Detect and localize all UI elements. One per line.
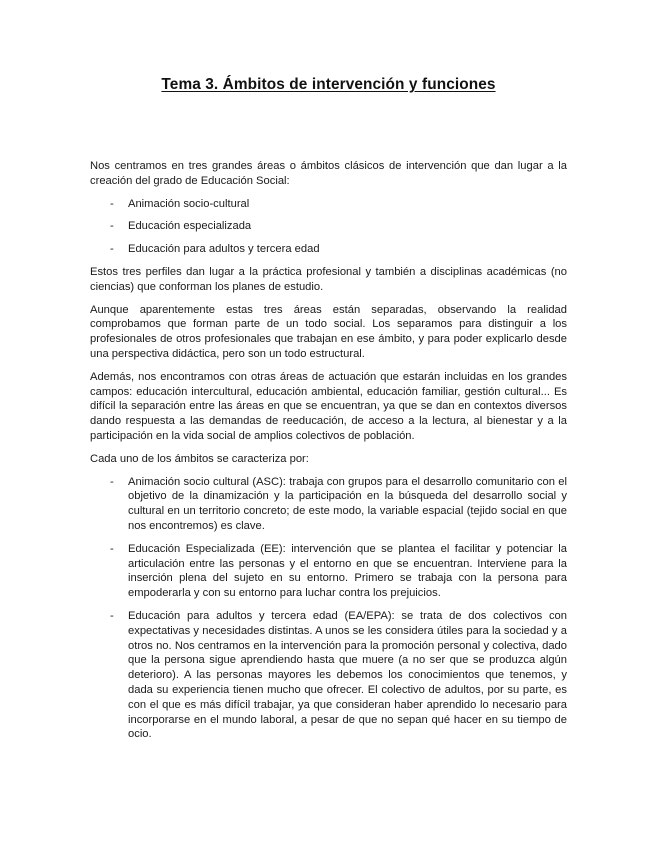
dash-marker: - (110, 197, 114, 210)
intro-paragraph: Nos centramos en tres grandes áreas o ámbitos clásicos de intervención que dan lugar a la creación del grado de Educación Social: (90, 160, 567, 187)
dash-marker: - (110, 609, 114, 622)
document-body (90, 159, 567, 742)
characteristics-list (90, 475, 567, 743)
dash-marker: - (110, 220, 114, 233)
body-paragraph: Estos tres perfiles dan lugar a la práctica profesional y también a disciplinas académicas (no ciencias) que conforman los planes de estudio. (90, 265, 567, 293)
list-item (90, 242, 567, 257)
list-item (90, 475, 567, 534)
page-title: Tema 3. Ámbitos de intervención y funciones (161, 76, 496, 93)
dash-marker: - (110, 542, 114, 555)
dash-marker: - (110, 475, 114, 488)
list-item (90, 609, 567, 742)
list-item-text: Animación socio-cultural (128, 197, 250, 210)
list-item (90, 219, 567, 234)
list-item-text: Educación para adultos y tercera edad (EA/EPA): se trata de dos colectivos con expectativas y necesidades distintas. A unos se les considera útiles para la sociedad y a otros no. Nos centramos en la intervención para la promoción personal y colectiva, dado que la persona sigue aprendiendo hasta que muere (a no ser que se produzca algún deterioro). A las personas mayores les debemos los conocimientos que tenemos, y dada su experiencia tienen mucho que ofrecer. El colectivo de adultos, por su parte, es con el que es más difícil trabajar, ya que consideran haber aprendido lo necesario para incorporarse en el mundo laboral, a pesar de que no sepan qué hacer en su tiempo de ocio. (128, 609, 567, 741)
areas-list (90, 197, 567, 257)
body-paragraph: Además, nos encontramos con otras áreas de actuación que estarán incluidas en los grandes campos: educación intercultural, educación ambiental, educación familiar, gestión cultural... Es difícil la separación entre las áreas en que se encuentran, ya que se dan en contextos diversos dando respuesta a las demandas de reeducación, de acceso a la lectura, al bienestar y a la participación en la vida social de amplios colectivos de población. (90, 370, 567, 442)
dash-marker: - (110, 243, 114, 256)
body-paragraph: Cada uno de los ámbitos se caracteriza por: (90, 452, 309, 465)
list-item (90, 197, 567, 212)
list-item (90, 542, 567, 601)
list-item-text: Animación socio cultural (ASC): trabaja con grupos para el desarrollo comunitario con el objetivo de la dinamización y la participación en la búsqueda del desarrollo social y cultural en un territorio concreto; de este modo, la variable espacial (tejido social en que nos encontremos) es clave. (128, 475, 567, 532)
list-item-text: Educación para adultos y tercera edad (128, 243, 320, 256)
list-item-text: Educación Especializada (EE): intervención que se plantea el facilitar y potenciar la articulación entre las personas y el entorno en que se encuentran. Interviene para la inserción plena del sujeto en su entorno. Primero se trabaja con la persona para empoderarla y con su entorno para luchar contra los prejuicios. (128, 542, 567, 600)
list-item-text: Educación especializada (128, 220, 252, 233)
body-paragraph: Aunque aparentemente estas tres áreas están separadas, observando la realidad comprobamos que forman parte de un todo social. Los separamos para distinguir a los profesionales de otros profesionales que trabajan en ese ámbito, y para poder explicarlo desde una perspectiva didáctica, pero son un todo estructural. (90, 303, 567, 360)
